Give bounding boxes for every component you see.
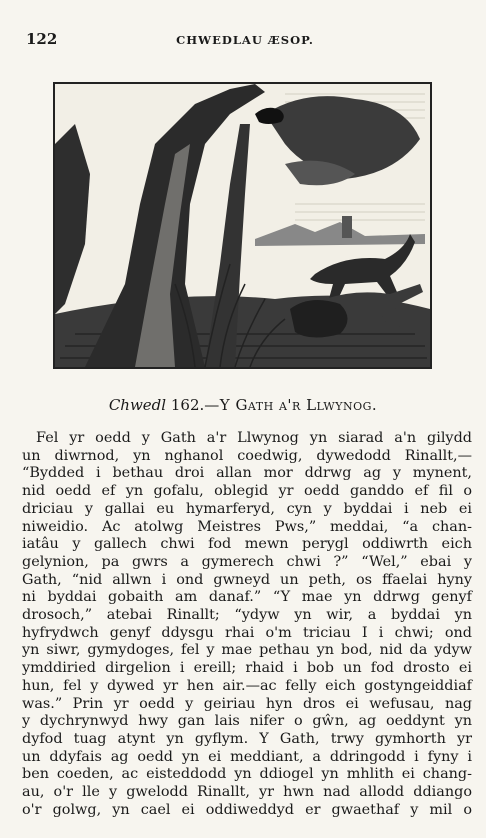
fable-text [22,430,472,819]
text-line: Fel yr oedd y Gath a'r Llwynog yn siarad a'n gilydd [36,430,472,446]
caption-label: Chwedl [108,396,167,414]
text-line: y dychrynwyd hwy gan lais nifer o gŵn, ag oeddynt yn [22,713,472,730]
text-line: hyfrydwch genyf ddysgu rhai o'm triciau I i chwi; ond [22,624,472,641]
text-line: gelynion, pa gwrs a gymerech chwi ?” “Wel,” ebai y [22,553,472,570]
text-line: yn siwr, gymydoges, fel y mae pethau yn bod, nid da ydyw [22,642,472,659]
running-title: CHWEDLAU ÆSOP. [176,33,314,47]
text-line: drosoch,” atebai Rinallt; “ydyw yn wir, a byddai yn [22,607,472,624]
text-line: driciau y gallai eu hymarferyd, cyn y byddai i neb ei [22,500,472,517]
page-header [20,30,470,50]
distant-tower [342,216,352,238]
text-line: nid oedd ef yn gofalu, oblegid yr oedd ganddo ef fil o [22,483,472,500]
fable-illustration [53,82,432,369]
page-number: 122 [26,30,58,48]
text-line: ymddiried dirgelion i ereill; rhaid i bob un fod drosto ei [22,660,472,677]
text-line: un diwrnod, yn nghanol coedwig, dywedodd Rinallt,— [22,447,472,464]
fable-caption [0,396,486,414]
text-line: o'r golwg, yn cael ei oddiweddyd er gwaethaf y mil o [22,801,472,818]
caption-number: 162. [170,396,205,414]
text-line: un ddyfais ag oedd yn ei meddiant, a ddringodd i fyny i [22,748,472,765]
text-line: ben coeden, ac eisteddodd yn ddiogel yn mhlith ei chang- [22,766,472,783]
text-line: Gath, “nid allwn i ond gwneyd un peth, os ffaelai hyny [22,571,472,588]
text-line: ni byddai gobaith am danaf.” “Y mae yn ddrwg genyf [22,589,472,606]
distant-hills [255,222,425,246]
text-line: was.” Prin yr oedd y geiriau hyn dros ei wefusau, nag [22,695,472,712]
text-line: au, o'r lle y gwelodd Rinallt, yr hwn nad allodd ddiango [22,784,472,801]
cat-in-tree [255,108,284,124]
text-line: hun, fel y dywed yr hen air.—ac felly eich gostyngeiddiaf [22,677,472,694]
caption-title: —Y Gath a'r Llwynog. [204,396,378,414]
text-line: “Bydded i bethau droi allan mor ddrwg ag y mynent, [22,465,472,482]
text-line: dyfod tuag atynt yn gyflym. Y Gath, trwy gymhorth yr [22,730,472,747]
text-line: niweidio. Ac atolwg Meistres Pws,” meddai, “a chan- [22,518,472,535]
text-line: iatâu y gallech chwi fod mewn perygl oddiwrth eich [22,536,472,553]
fox-caught [290,300,348,338]
left-tree [55,124,90,314]
woodcut-drawing [55,84,430,367]
